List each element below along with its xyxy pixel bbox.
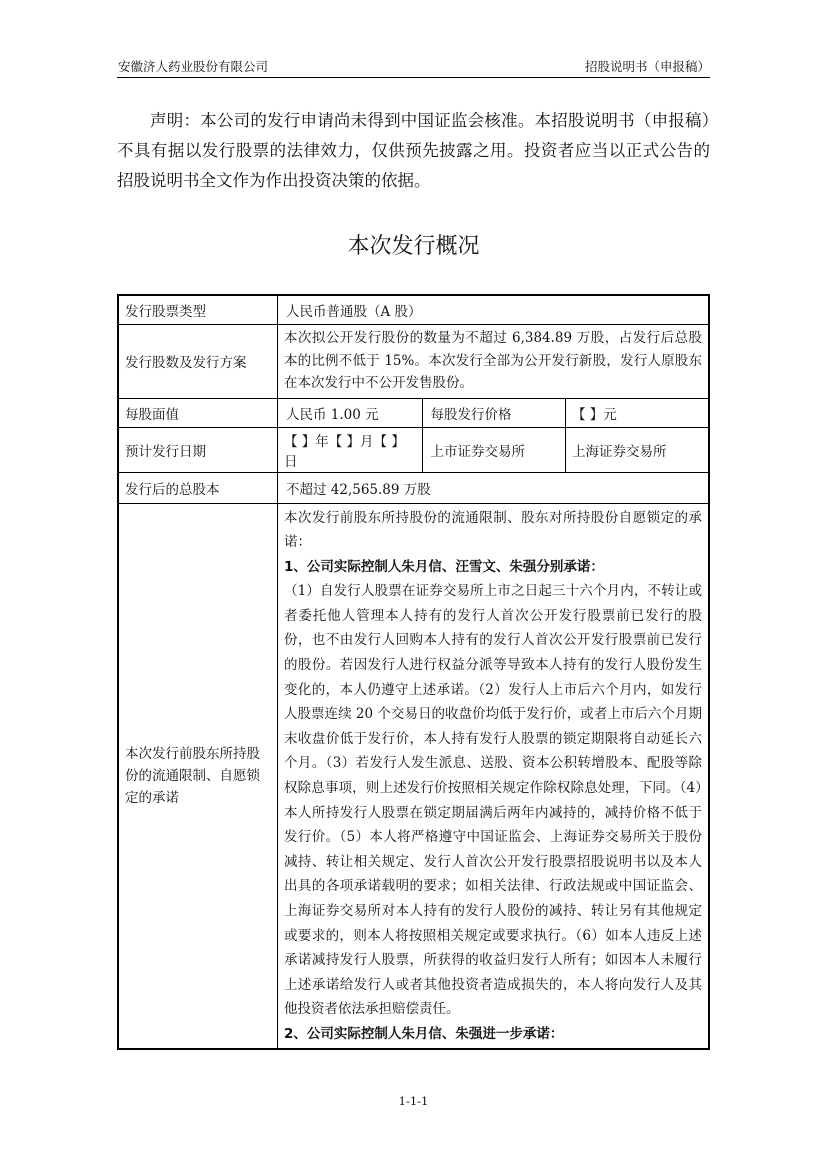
lockup-label: 本次发行前股东所持股份的流通限制、自愿锁定的承诺 (118, 503, 277, 1049)
page-number: 1-1-1 (398, 1094, 429, 1108)
issue-price-label: 每股发行价格 (422, 398, 565, 427)
table-row (118, 398, 709, 427)
shares-value: 本次拟公开发行股份的数量为不超过 6,384.89 万股，占发行后总股本的比例不低于 15%。本次发行全部为公开发行新股，发行人原股东在本次发行中不公开发售股份。 (277, 324, 709, 398)
par-value-label: 每股面值 (118, 398, 277, 427)
lockup-content (277, 503, 709, 1049)
shares-label: 发行股数及发行方案 (118, 324, 277, 398)
lockup-heading-1: 1、公司实际控制人朱月信、汪雪文、朱强分别承诺： (283, 558, 604, 575)
table-row (118, 427, 709, 472)
issue-date-label: 预计发行日期 (118, 427, 277, 472)
exchange-label: 上市证券交易所 (422, 427, 565, 472)
exchange-value: 上海证券交易所 (566, 427, 710, 472)
issue-price-value: 【 】元 (566, 398, 710, 427)
page-title: 本次发行概况 (347, 234, 480, 259)
table-row (118, 295, 709, 324)
header-doc-type: 招股说明书（申报稿） (584, 59, 710, 74)
offering-overview-table (117, 294, 710, 1050)
par-value: 人民币 1.00 元 (277, 398, 422, 427)
table-row (118, 324, 709, 398)
table-row (118, 503, 709, 1049)
lockup-heading-2: 2、公司实际控制人朱月信、朱强进一步承诺： (283, 1025, 564, 1042)
lockup-intro: 本次发行前股东所持股份的流通限制、股东对所持股份自愿锁定的承诺： (283, 509, 702, 551)
header-rule (117, 77, 710, 78)
table-row (118, 472, 709, 503)
stock-type-label: 发行股票类型 (118, 295, 277, 324)
header-company: 安徽济人药业股份有限公司 (118, 59, 269, 74)
stock-type-value: 人民币普通股（A 股） (277, 295, 709, 324)
total-capital-value: 不超过 42,565.89 万股 (277, 472, 709, 503)
total-capital-label: 发行后的总股本 (118, 472, 277, 503)
issue-date-value: 【 】年【 】月【 】日 (277, 427, 422, 472)
disclaimer-statement: 声明：本公司的发行申请尚未得到中国证监会核准。本招股说明书（申报稿）不具有据以发行股票的法律效力，仅供预先披露之用。投资者应当以正式公告的招股说明书全文作为作出投资决策的依据。 (117, 111, 710, 190)
lockup-paragraph-1: （1）自发行人股票在证券交易所上市之日起三十六个月内，不转让或者委托他人管理本人持有的发行人首次公开发行股票前已发行的股份，也不由发行人回购本人持有的发行人首次公开发行股票前已发行的股份。若因发行人进行权益分派等导致本人持有的发行人股份发生变化的，本人仍遵守上述承诺。（2）发行人上市后六个月内，如发行人股票连续 20 个交易日的收盘价均低于发行价，或者上市后六个月期末收盘价低于发行价，本人持有发行人股票的锁定期限将自动延长六个月。（3）若发行人发生派息、送股、资本公积转增股本、配股等除权除息事项，则上述发行价按照相关规定作除权除息处理，下同。（4）本人所持发行人股票在锁定期届满后两年内减持的，减持价格不低于发行价。（5）本人将严格遵守中国证监会、上海证券交易所关于股份减持、转让相关规定、发行人首次公开发行股票招股说明书以及本人出具的各项承诺载明的要求；如相关法律、行政法规或中国证监会、上海证券交易所对本人持有的发行人股份的减持、转让另有其他规定或要求的，则本人将按照相关规定或要求执行。（6）如本人违反上述承诺减持发行人股票，所获得的收益归发行人所有；如因本人未履行上述承诺给发行人或者其他投资者造成损失的，本人将向发行人及其他投资者依法承担赔偿责任。 (283, 583, 702, 1018)
